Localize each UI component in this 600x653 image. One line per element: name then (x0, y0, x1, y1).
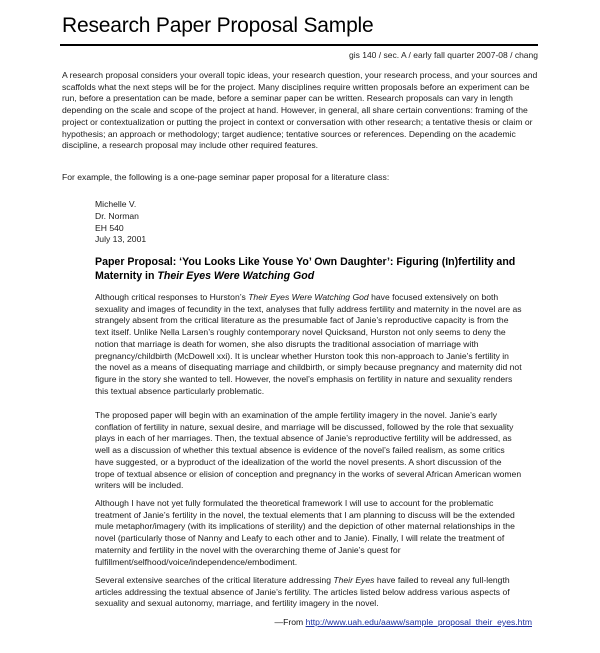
page-title: Research Paper Proposal Sample (62, 14, 374, 37)
course-code: EH 540 (95, 222, 124, 233)
proposal-title-book: Their Eyes Were Watching God (157, 269, 315, 282)
body1-book-title: Their Eyes Were Watching God (248, 292, 369, 302)
body4-text-b: have failed to reveal any full-length articles addressing the textual absence of Janie’s fertility. The articles listed below address various aspects of sexuality and sexual autonomy, marriage, and fertility imagery in the novel. (95, 575, 510, 609)
body4-text-a: Several extensive searches of the critical literature addressing (95, 575, 334, 585)
instructor-name: Dr. Norman (95, 210, 139, 221)
student-header (95, 199, 295, 246)
proposal-title-text: Paper Proposal: ‘You Looks Like Youse Yo’ Own Daughter’: Figuring (In)fertility and Maternity in (95, 256, 516, 282)
proposal-title (95, 256, 525, 283)
body4-book-title: Their Eyes (333, 575, 375, 585)
body1-text-a: Although critical responses to Hurston’s (95, 292, 249, 302)
course-meta: gis 140 / sec. A / early fall quarter 2007-08 / chang (348, 50, 538, 60)
source-citation (275, 617, 532, 627)
proposal-date: July 13, 2001 (95, 234, 147, 245)
student-name: Michelle V. (95, 199, 137, 209)
body-paragraph-1 (95, 292, 523, 397)
source-prefix: —From (274, 617, 306, 627)
source-link[interactable]: http://www.uah.edu/aaww/sample_proposal_their_eyes.htm (305, 617, 532, 627)
intro-paragraph: A research proposal considers your overall topic ideas, your research question, your research process, and your sources and scaffolds what the next steps will be for the project. Many disciplines require written proposals before an experiment can be run, before a presentation can be made, before a seminar paper can be written. Research proposals can vary in length depending on the scale and scope of the project at hand. However, in general, all share certain conventions: framing of the project or contextualization or putting the project in context or conversation with other research; a tentative thesis or claim or hypothesis; an approach or methodology; target audience; tentative sources or references. Depending on the academic discipline, a research proposal may include other required features. (62, 70, 538, 151)
body1-text-b: have focused extensively on both sexuality and images of fecundity in the text, analyses that fully address fertility and maternity in the novel are as strangely absent from the critical literature as the presumable fact of Janie’s reproductive capacity is from the text itself. Unlike Nella Larsen’s roughly contemporary novel Quicksand, Hurston not only seems to deny the notion that marriage is death for women, she also disrupts the traditional association of marriage with pregnancy/childbirth (McDowell xxi). It is unclear whether Hurston took this non-approach to Janie’s fertility in the novel as a means of disequating marriage and childbirth, or simply because pregnancy and maternity did not figure in the story she wanted to tell. However, the novel’s emphasis on fertility in nature and sexuality renders this textual absence particularly problematic. (95, 292, 522, 396)
body-paragraph-4 (95, 575, 523, 610)
body2-text-b: fertility will be addressed, as well as a discussion of whether this textual absence is evidence of the novel’s failed realism, as some critics have suggested, or a byproduct of the idealization of the world the novel presents. A short discussion of the trope of textual absence or elision of conception and pregnancy in the works of several African American women writers will be included. (95, 433, 522, 491)
title-divider (60, 44, 538, 46)
body-paragraph-2 (95, 410, 523, 492)
body-paragraph-3: Although I have not yet fully formulated the theoretical framework I will use to account for the problematic treatment of Janie’s fertility in the novel, the textual elements that I am planning to discuss will be the extended mule metaphor/imagery (with its implications of sterility) and the depiction of other maternal relationships in the novel (particularly those of Nanny and Leafy to each other and to Janie). Finally, I will relate the treatment of maternity and fertility in the novel with the overarching theme of Janie’s quest for fulfillment/selfhood/voice/independence/embodiment. (95, 498, 515, 567)
example-line: For example, the following is a one-page seminar paper proposal for a literature class: (62, 172, 390, 182)
body2-text-a: The proposed paper will begin with an examination of the ample fertility imagery in the novel. Janie’s early conflation of fertility in nature, sexual desire, and marriage will be discussed, followed by the role that sexuality plays in each of her marriages. Then, the textual absence of Janie’s reproductive (95, 410, 514, 444)
